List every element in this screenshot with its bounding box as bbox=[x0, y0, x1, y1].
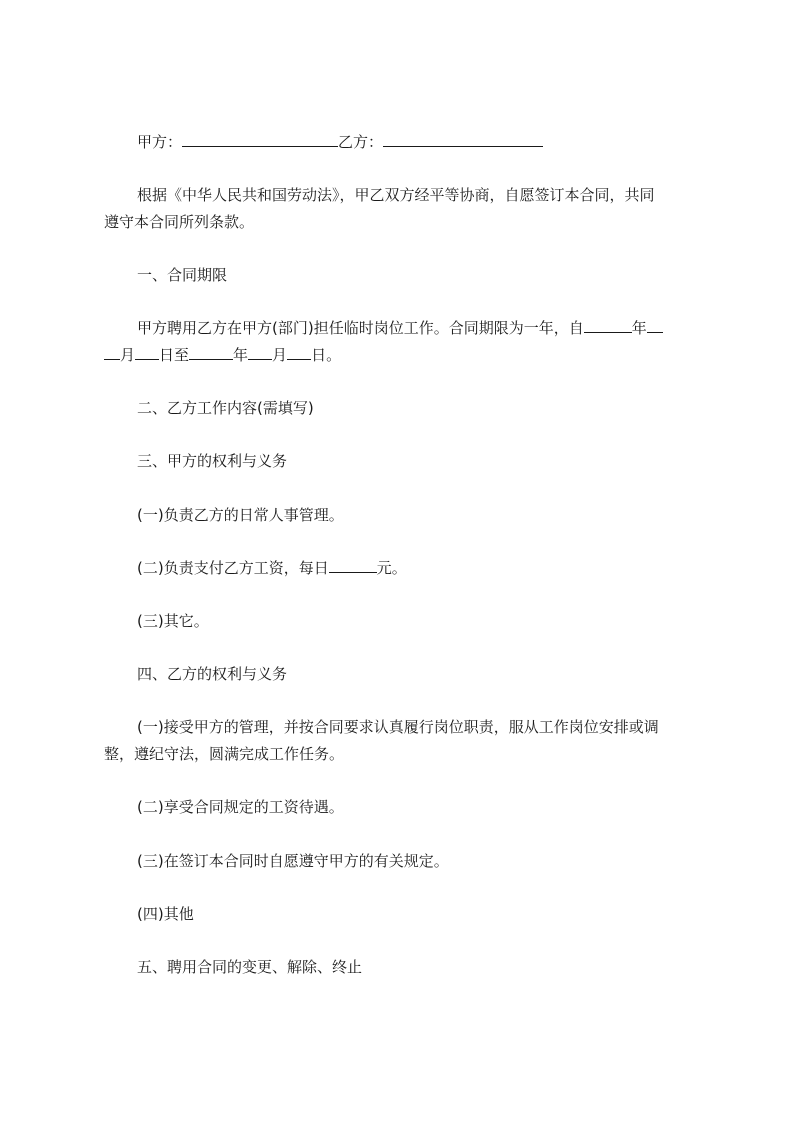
start-month-blank[interactable] bbox=[104, 345, 120, 360]
year-label: 年 bbox=[631, 319, 647, 337]
section-3-item-3: (三)其它。 bbox=[137, 612, 209, 630]
section-4-item-4: (四)其他 bbox=[137, 905, 194, 923]
term-text: 甲方聘用乙方在甲方(部门)担任临时岗位工作。合同期限为一年，自 bbox=[137, 319, 584, 337]
party-b-blank[interactable] bbox=[383, 132, 543, 147]
section-4-item-1-line-2: 整，遵纪守法，圆满完成工作任务。 bbox=[104, 745, 345, 763]
party-a-label: 甲方： bbox=[137, 133, 183, 151]
section-3-item-2 bbox=[137, 558, 737, 578]
wage-text: (二)负责支付乙方工资，每日 bbox=[137, 559, 329, 577]
section-4-item-3: (三)在签订本合同时自愿遵守甲方的有关规定。 bbox=[137, 852, 449, 870]
preamble-line-2: 遵守本合同所列条款。 bbox=[104, 213, 255, 231]
wage-unit: 元。 bbox=[376, 559, 407, 577]
end-year-blank[interactable] bbox=[189, 345, 233, 360]
section-3-title: 三、甲方的权利与义务 bbox=[137, 452, 288, 470]
section-3-item-1: (一)负责乙方的日常人事管理。 bbox=[137, 506, 344, 524]
start-year-blank[interactable] bbox=[584, 318, 632, 333]
end-month-blank[interactable] bbox=[248, 345, 272, 360]
section-4-item-1-line-1: (一)接受甲方的管理，并按合同要求认真履行岗位职责，服从工作岗位安排或调 bbox=[137, 718, 659, 736]
section-1-line-2 bbox=[104, 345, 704, 365]
section-1-line-1 bbox=[137, 318, 737, 338]
party-b-label: 乙方： bbox=[338, 133, 384, 151]
month-label: 月 bbox=[120, 346, 136, 364]
end-day-label: 日。 bbox=[311, 346, 342, 364]
section-2-title: 二、乙方工作内容(需填写) bbox=[137, 399, 314, 417]
start-month-blank-part[interactable] bbox=[647, 318, 663, 333]
daily-wage-blank[interactable] bbox=[329, 558, 377, 573]
section-4-item-2: (二)享受合同规定的工资待遇。 bbox=[137, 798, 344, 816]
end-day-blank[interactable] bbox=[287, 345, 311, 360]
end-year-label: 年 bbox=[233, 346, 249, 364]
end-month-label: 月 bbox=[272, 346, 288, 364]
preamble-line-1: 根据《中华人民共和国劳动法》，甲乙双方经平等协商，自愿签订本合同，共同 bbox=[137, 186, 655, 204]
start-day-blank[interactable] bbox=[135, 345, 159, 360]
section-4-title: 四、乙方的权利与义务 bbox=[137, 665, 288, 683]
parties-line bbox=[137, 132, 737, 152]
party-a-blank[interactable] bbox=[182, 132, 338, 147]
section-5-title: 五、聘用合同的变更、解除、终止 bbox=[137, 958, 363, 976]
section-1-title: 一、合同期限 bbox=[137, 266, 228, 284]
to-label: 日至 bbox=[159, 346, 190, 364]
